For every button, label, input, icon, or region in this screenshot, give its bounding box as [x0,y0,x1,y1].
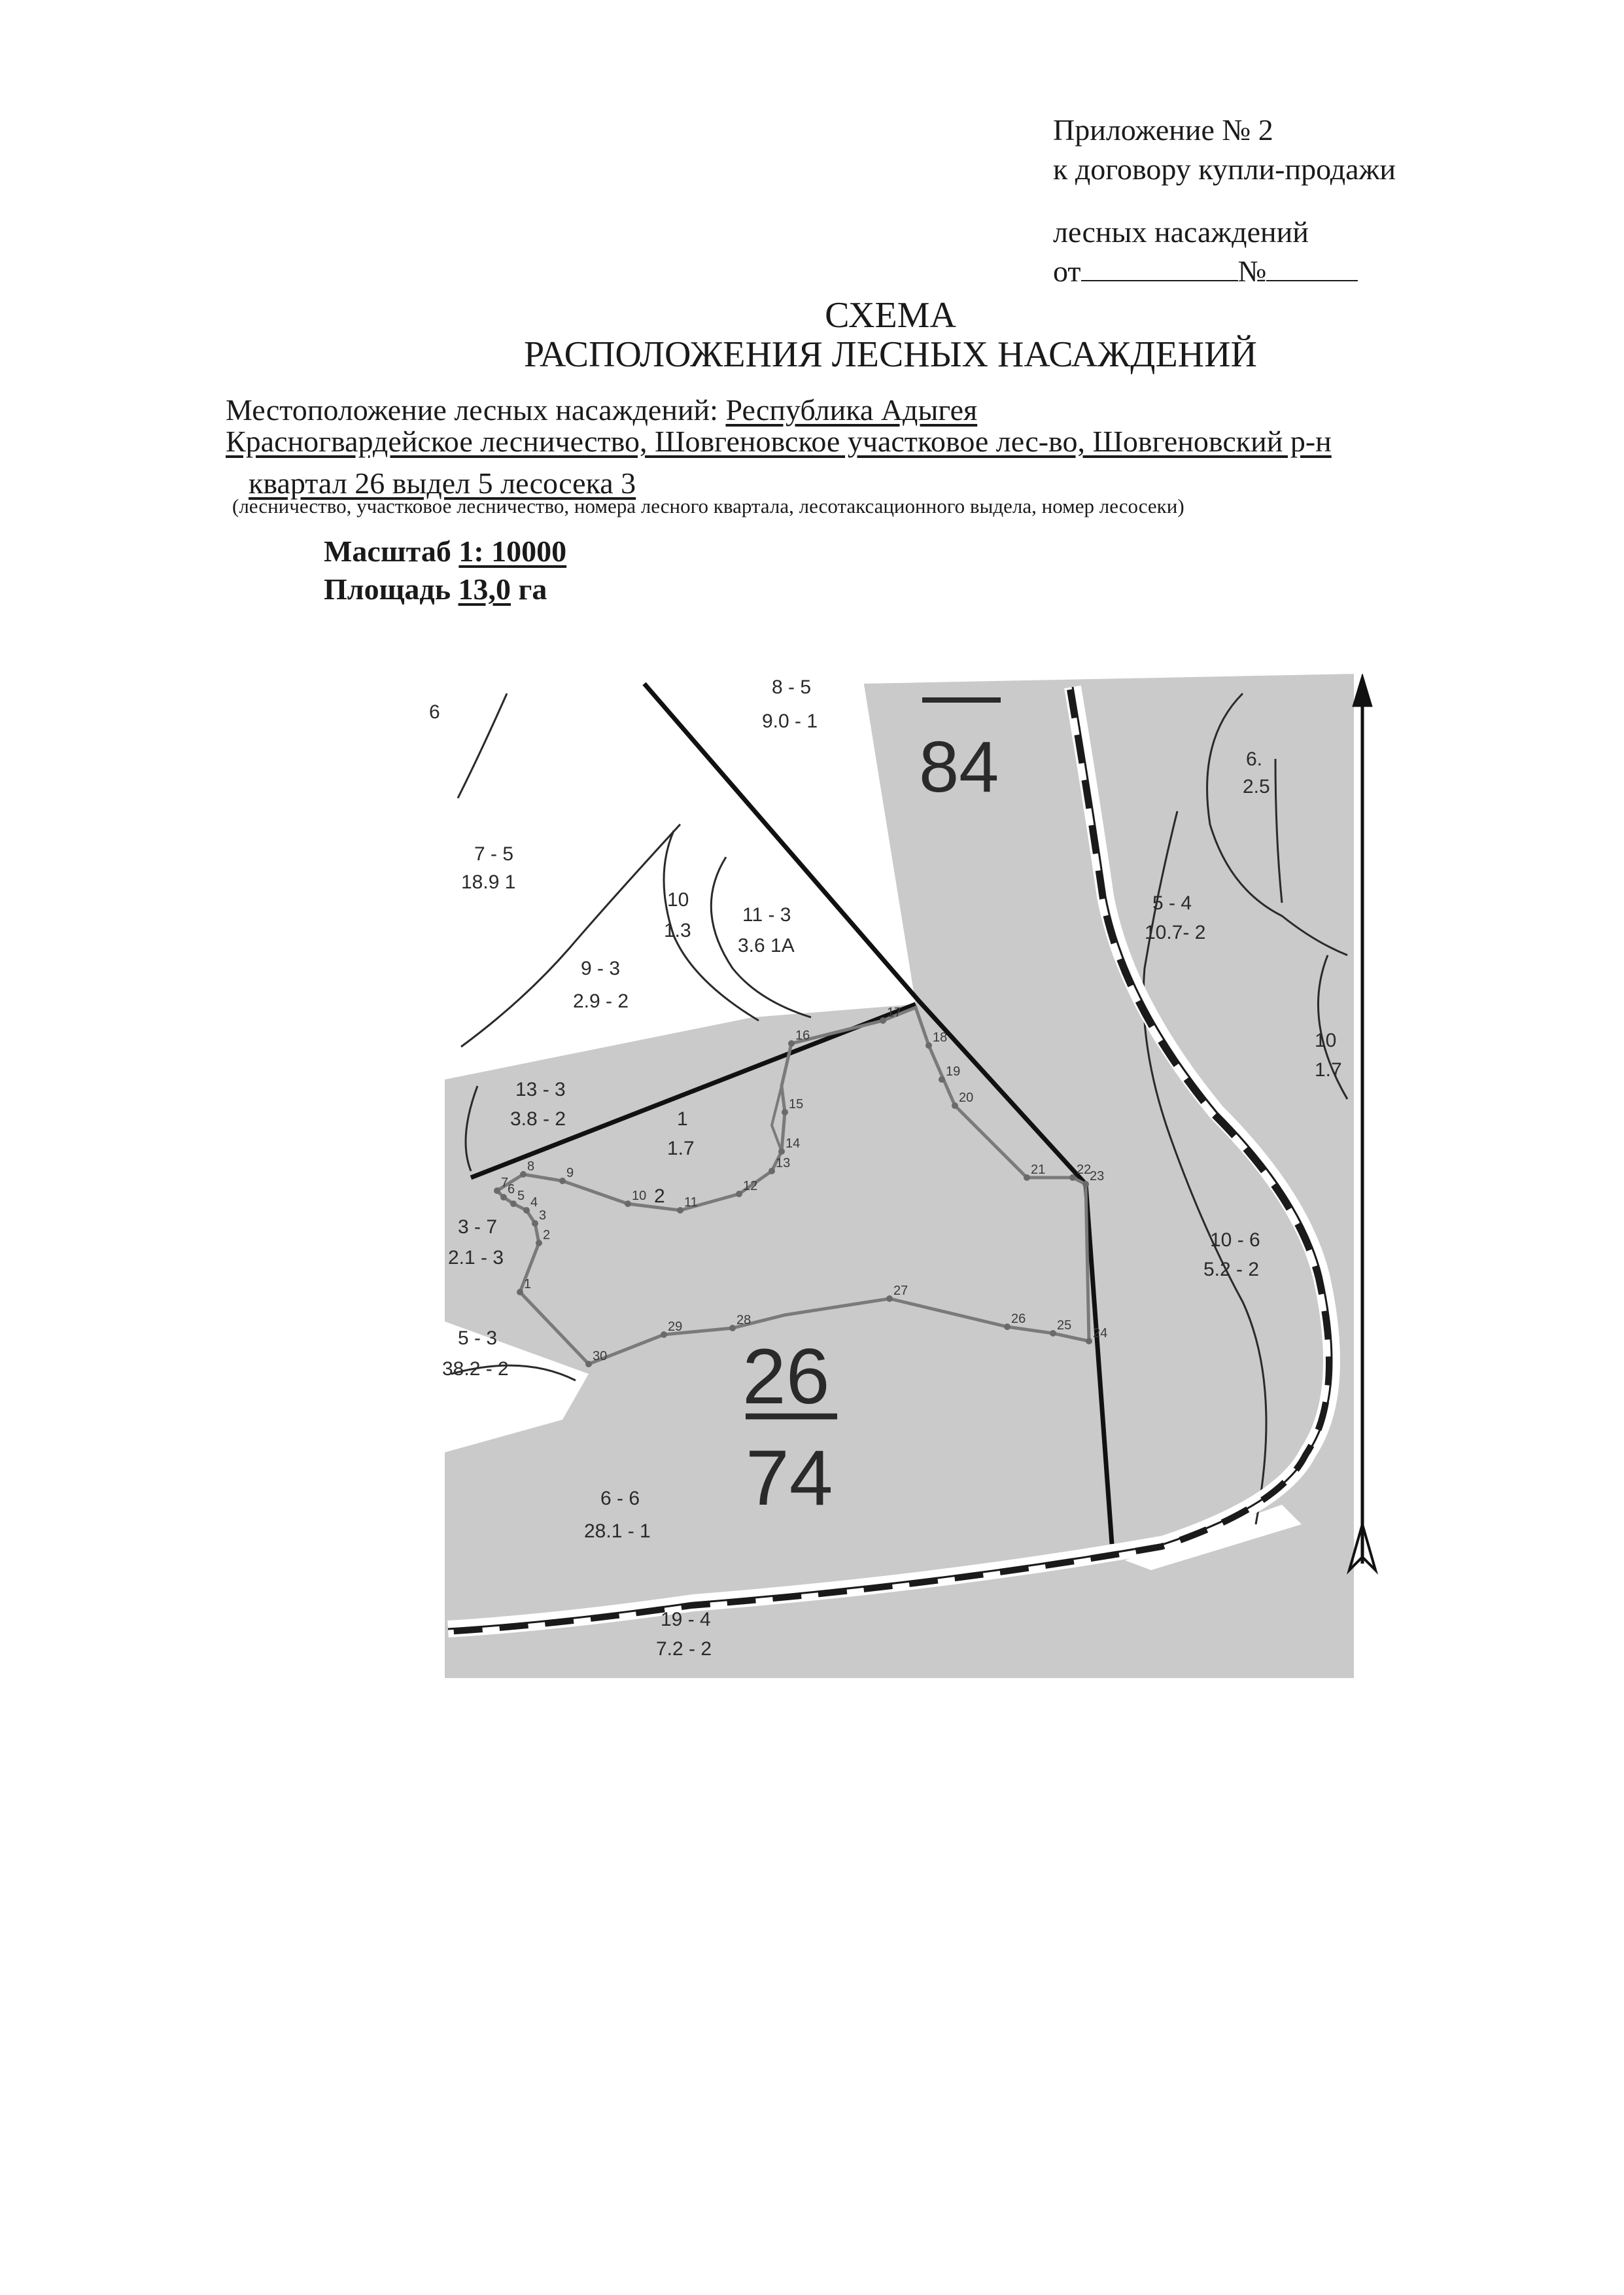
scheme-title: СХЕМА [825,295,956,336]
turning-point-marker [1024,1174,1030,1181]
appendix-contract: к договору купли-продажи [1053,152,1396,186]
plot-label: 10.7- 2 [1145,922,1206,943]
turning-point-label: 19 [946,1064,961,1079]
turning-point-marker [1082,1181,1089,1187]
turning-point-marker [886,1295,893,1302]
turning-point-marker [729,1325,736,1331]
scale-label: Масштаб [324,534,459,568]
plot-label: 38.2 - 2 [442,1358,509,1380]
turning-point-marker [1004,1323,1011,1330]
turning-point-label: 4 [530,1195,538,1210]
plot-label: 7 - 5 [474,843,514,865]
quarter-number-main-denominator: 74 [746,1434,833,1522]
turning-point-marker [925,1042,932,1049]
plot-label: 6. [1246,748,1263,770]
turning-point-marker [778,1148,785,1155]
plot-label: 2.9 - 2 [573,990,629,1012]
turning-point-marker [585,1361,592,1367]
turning-point-label: 15 [789,1097,804,1112]
plot-label: 8 - 5 [772,676,812,698]
area-label: Площадь [324,572,458,606]
turning-point-label: 21 [1031,1163,1046,1177]
turning-point-label: 29 [668,1320,683,1334]
turning-point-label: 6 [508,1182,515,1197]
scale-line [324,534,566,569]
turning-point-marker [782,1109,788,1115]
turning-point-label: 9 [566,1166,574,1180]
plot-label: 11 - 3 [742,904,791,926]
turning-point-marker [1069,1174,1076,1181]
plot-label: 6 [429,701,440,723]
turning-point-label: 3 [539,1208,547,1223]
plot-label: 1.3 [664,920,691,941]
turning-point-marker [736,1191,742,1197]
number-blank [1266,254,1358,281]
plot-label: 1.7 [667,1138,695,1159]
location-line [226,393,977,427]
date-blank [1081,254,1238,281]
plot-label: 6 - 6 [600,1488,640,1509]
turning-point-label: 20 [959,1091,974,1105]
plot-label: 10 - 6 [1210,1229,1260,1251]
plot-label: 18.9 1 [461,871,516,893]
plot-label: 3.8 - 2 [510,1108,566,1130]
turning-point-label: 12 [743,1179,758,1193]
turning-point-marker [625,1200,631,1207]
plot-label: 2.1 - 3 [448,1247,504,1269]
turning-point-label: 2 [543,1228,551,1242]
plot-label: 3.6 1А [738,935,795,956]
plot-label: 1 [677,1108,688,1130]
turning-point-marker [677,1207,683,1214]
plot-label: 2.5 [1243,776,1270,797]
plot-label: 9 - 3 [581,958,621,979]
plot-label: 28.1 - 1 [584,1520,651,1542]
turning-point-marker [880,1017,886,1024]
plot-label: 5.2 - 2 [1203,1259,1260,1280]
turning-point-marker [939,1076,945,1083]
turning-point-marker [532,1220,538,1227]
turning-point-marker [520,1171,527,1178]
plot-label: 5 - 3 [458,1327,498,1349]
plot-label: 7.2 - 2 [656,1638,712,1660]
turning-point-marker [517,1289,523,1295]
turning-point-label: 24 [1093,1326,1108,1340]
area-line [324,572,547,606]
turning-point-label: 7 [501,1176,509,1190]
plot-label: 2 [654,1185,665,1207]
turning-point-label: 18 [933,1030,948,1045]
turning-point-marker [1086,1338,1092,1344]
turning-point-label: 14 [786,1136,801,1151]
location-republic: Республика Адыгея [725,393,978,427]
number-label: № [1237,254,1267,288]
turning-point-label: 28 [736,1313,752,1327]
location-hint: (лесничество, участковое лесничество, номера лесного квартала, лесотаксационного выдела, номер лесосеки) [232,495,1184,517]
plot-label: 10 [1315,1030,1337,1051]
turning-point-label: 5 [517,1189,525,1203]
area-value: 13,0 [458,572,511,606]
plot-label: 19 - 4 [661,1609,711,1630]
location-forestry: Красногвардейское лесничество, Шовгеновское участковое лес-во, Шовгеновский р-н [226,425,1332,458]
quarter-number-top: 84 [919,727,999,807]
turning-point-label: 27 [893,1284,908,1298]
from-label: от [1053,254,1081,288]
turning-point-label: 16 [795,1028,810,1043]
turning-point-marker [661,1331,667,1338]
turning-point-label: 17 [887,1006,902,1020]
turning-point-marker [952,1102,958,1109]
turning-point-marker [769,1168,775,1174]
area-unit: га [511,572,547,606]
appendix-subject: лесных насаждений [1053,215,1309,249]
turning-point-label: 11 [684,1195,698,1210]
turning-point-marker [523,1207,530,1214]
plot-label: 1.7 [1315,1059,1342,1081]
turning-point-label: 10 [632,1189,647,1203]
turning-point-marker [510,1200,517,1207]
plot-label: 13 - 3 [515,1079,566,1100]
plot-label: 5 - 4 [1152,892,1192,914]
turning-point-marker [494,1187,500,1194]
turning-point-label: 13 [776,1156,791,1170]
turning-point-label: 8 [527,1159,535,1174]
forest-plot-map [419,674,1387,1688]
turning-point-label: 23 [1090,1169,1105,1183]
scale-value: 1: 10000 [458,534,567,568]
quarter-number-main: 26 [742,1333,830,1420]
plot-label: 3 - 7 [458,1216,498,1238]
turning-point-marker [1050,1330,1056,1337]
turning-point-label: 30 [593,1349,608,1363]
appendix-number: Приложение № 2 [1053,113,1273,147]
plot-label: 10 [667,889,689,911]
plot-label: 9.0 - 1 [762,710,818,732]
turning-point-marker [788,1040,795,1047]
turning-point-marker [500,1194,507,1200]
turning-point-label: 1 [524,1277,532,1291]
location-label: Местоположение лесных насаждений: [226,393,726,427]
turning-point-label: 22 [1077,1163,1092,1177]
turning-point-marker [536,1240,542,1246]
turning-point-label: 25 [1057,1318,1072,1333]
turning-point-label: 26 [1011,1312,1026,1326]
turning-point-marker [559,1178,566,1184]
appendix-date-number [1053,254,1358,289]
location-quarter: квартал 26 выдел 5 лесосека 3 [249,466,636,500]
scheme-subtitle: РАСПОЛОЖЕНИЯ ЛЕСНЫХ НАСАЖДЕНИЙ [524,334,1257,375]
